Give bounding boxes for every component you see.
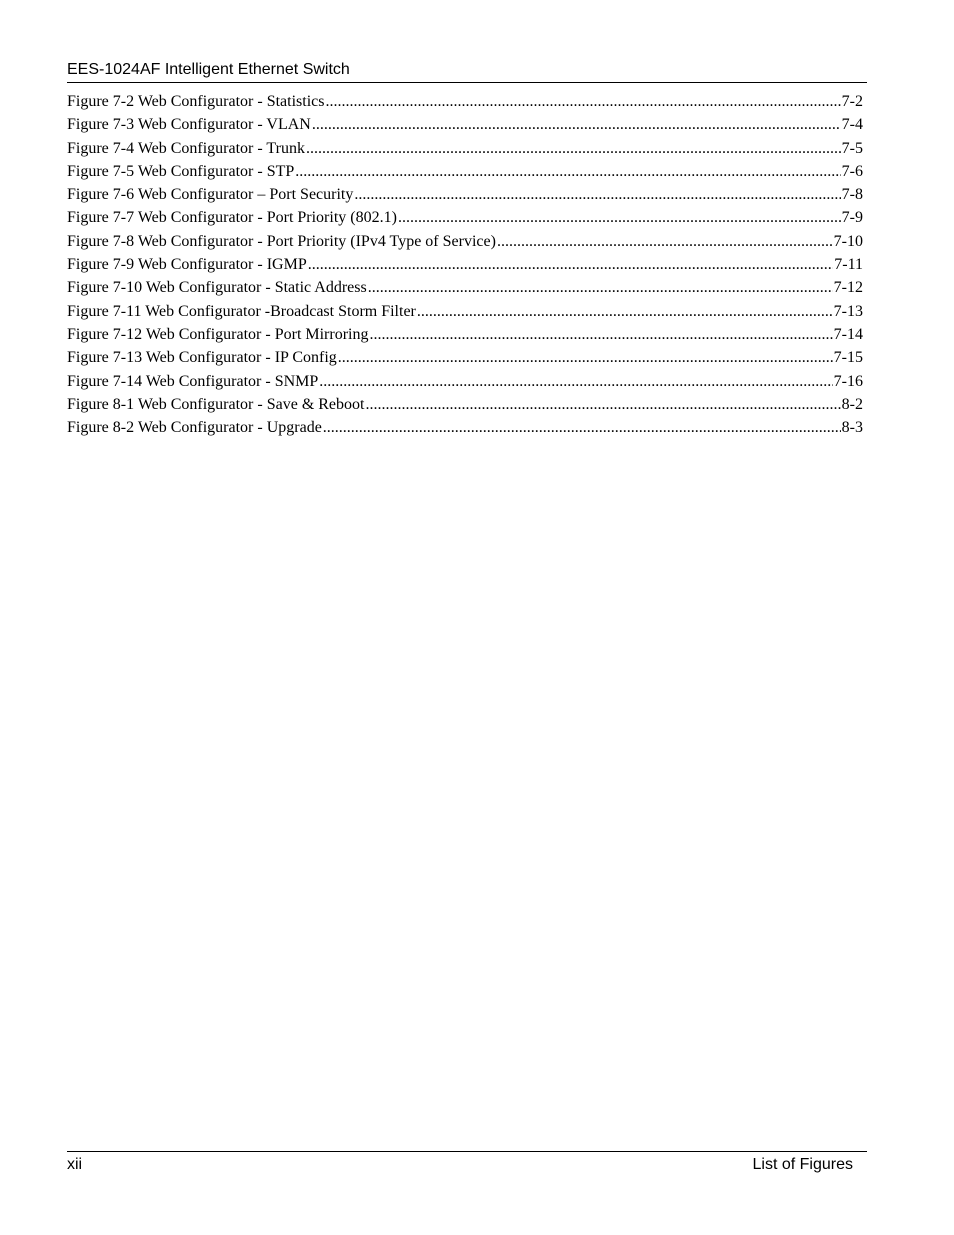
toc-entry-page: 7-13 <box>833 302 863 320</box>
toc-entry[interactable] <box>67 183 863 206</box>
toc-entry[interactable] <box>67 416 863 439</box>
toc-entry-title: Figure 7-3 Web Configurator - VLAN <box>67 116 311 134</box>
dot-leader <box>368 276 833 299</box>
dot-leader <box>308 253 834 276</box>
toc-entry-title: Figure 7-11 Web Configurator -Broadcast Storm Filter <box>67 302 416 320</box>
dot-leader <box>319 370 832 393</box>
toc-entry[interactable] <box>67 90 863 113</box>
toc-entry-page: 7-4 <box>841 116 863 134</box>
toc-entry[interactable] <box>67 137 863 160</box>
toc-entry-title: Figure 7-9 Web Configurator - IGMP <box>67 256 307 274</box>
toc-entry-page: 7-2 <box>841 93 863 110</box>
toc-entry[interactable] <box>67 253 863 276</box>
dot-leader <box>312 113 841 136</box>
toc-entry[interactable] <box>67 300 863 323</box>
dot-leader <box>306 137 841 160</box>
toc-entry-title: Figure 7-4 Web Configurator - Trunk <box>67 139 305 157</box>
dot-leader <box>338 346 833 369</box>
toc-entry-title: Figure 7-8 Web Configurator - Port Priority (IPv4 Type of Service) <box>67 232 496 250</box>
toc-entry[interactable] <box>67 206 863 229</box>
dot-leader <box>326 90 841 113</box>
toc-entry-page: 8-2 <box>841 395 863 413</box>
toc-entry-page: 7-9 <box>841 209 863 227</box>
toc-entry[interactable] <box>67 323 863 346</box>
dot-leader <box>398 206 841 229</box>
toc-entry-title: Figure 7-13 Web Configurator - IP Config <box>67 349 337 367</box>
dot-leader <box>323 416 841 439</box>
dot-leader <box>295 160 840 183</box>
toc-entry-title: Figure 7-7 Web Configurator - Port Priority (802.1) <box>67 209 397 227</box>
section-name: List of Figures <box>752 1156 853 1173</box>
page-number: xii <box>67 1156 83 1173</box>
toc-entry[interactable] <box>67 113 863 136</box>
toc-entry-title: Figure 7-12 Web Configurator - Port Mirroring <box>67 325 369 343</box>
page-header <box>67 60 867 83</box>
toc-entry[interactable] <box>67 370 863 393</box>
toc-entry-title: Figure 7-14 Web Configurator - SNMP <box>67 372 319 390</box>
page-footer <box>67 1151 867 1176</box>
toc-entry-title: Figure 7-2 Web Configurator - Statistics <box>67 93 325 110</box>
toc-entry-page: 8-3 <box>841 419 863 437</box>
toc-entry-page: 7-15 <box>833 349 863 367</box>
toc-entry[interactable] <box>67 160 863 183</box>
toc-entry-title: Figure 7-6 Web Configurator – Port Security <box>67 186 354 204</box>
toc-entry-page: 7-14 <box>833 325 863 343</box>
toc-entry-title: Figure 8-2 Web Configurator - Upgrade <box>67 419 322 437</box>
toc-entry-page: 7-12 <box>833 279 863 297</box>
toc-entry-page: 7-5 <box>841 139 863 157</box>
toc-entry-page: 7-11 <box>834 256 863 274</box>
toc-entry-page: 7-16 <box>833 372 863 390</box>
toc-entry-title: Figure 7-10 Web Configurator - Static Address <box>67 279 367 297</box>
dot-leader <box>497 230 833 253</box>
toc-entry[interactable] <box>67 230 863 253</box>
dot-leader <box>365 393 840 416</box>
list-of-figures <box>67 90 863 439</box>
document-title: EES-1024AF Intelligent Ethernet Switch <box>67 61 350 78</box>
toc-entry-title: Figure 7-5 Web Configurator - STP <box>67 162 295 180</box>
toc-entry-page: 7-10 <box>833 232 863 250</box>
dot-leader <box>354 183 840 206</box>
toc-entry-page: 7-8 <box>841 186 863 204</box>
toc-entry-page: 7-6 <box>841 162 863 180</box>
toc-entry[interactable] <box>67 393 863 416</box>
toc-entry[interactable] <box>67 276 863 299</box>
toc-entry-title: Figure 8-1 Web Configurator - Save & Reboot <box>67 395 365 413</box>
dot-leader <box>417 300 833 323</box>
toc-entry[interactable] <box>67 346 863 369</box>
dot-leader <box>369 323 832 346</box>
